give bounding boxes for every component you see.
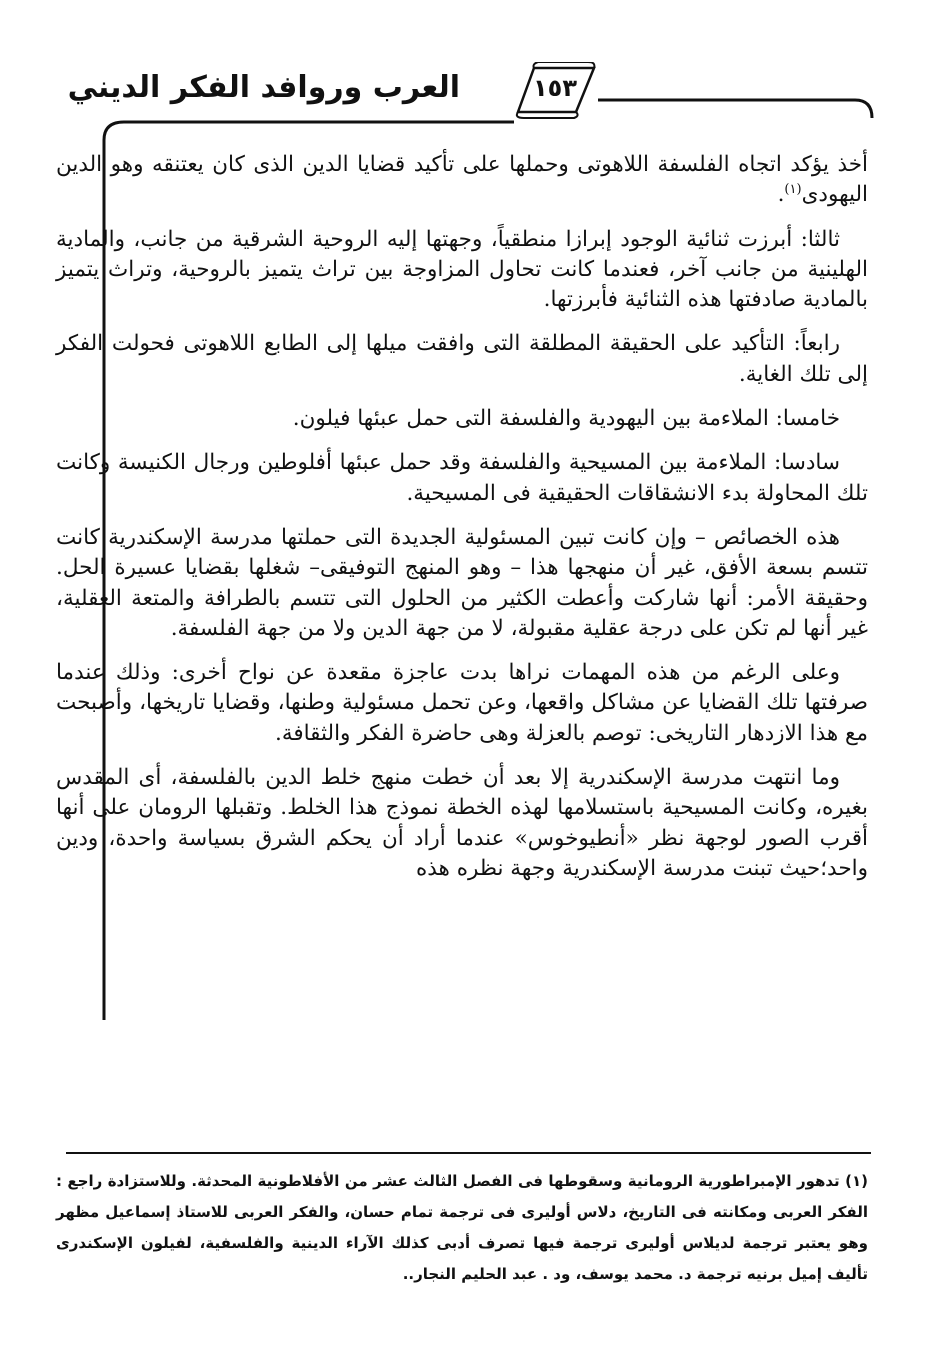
- paragraph: رابعاً: التأكيد على الحقيقة المطلقة التى وافقت ميلها إلى الطابع اللاهوتى فحولت الفكر إلى تلك الغاية.: [56, 331, 868, 387]
- running-title: العرب وروافد الفكر الديني: [67, 70, 460, 105]
- paragraph: سادسا: الملاءمة بين المسيحية والفلسفة وقد حمل عبئها أفلوطين ورجال الكنيسة وكانت تلك المحاولة بدء الانشقاقات الحقيقية فى المسيحية.: [56, 450, 868, 506]
- paragraph-end-mark: .: [777, 182, 785, 208]
- paragraph: خامسا: الملاءمة بين اليهودية والفلسفة التى حمل عبئها فيلون.: [292, 406, 840, 432]
- paragraph: ثالثا: أبرزت ثنائية الوجود إبرازا منطقياً، وجهتها إليه الروحية الشرقية من جانب، والمادية الهلينية من جانب آخر، فعندما كانت تحاول المزاوجة بين تراث يتميز بالروحية، وتراث يتميز بالمادية صادفتها هذه الثنائية فأبرزتها.: [56, 226, 868, 313]
- footnote-text: (١) تدهور الإمبراطورية الرومانية وسقوطها فى الفصل الثالث عشر من الأفلاطونية المحدثة. وللاستزادة راجع : الفكر العربى ومكانته فى التاريخ، دلاس أوليرى فى ترجمة تمام حسان، والفكر العربى للاستاذ إسماعيل مظهر وهو يعتبر ترجمة لديلاس أوليرى ترجمة فيها تصرف أدبى كذلك الآراء الدينية والفلسفية، لفيلون الإسكندرى تأليف إميل برنيه ترجمة د. محمد يوسف، ود . عبد الحليم النجار..: [56, 1172, 868, 1283]
- footnotes: [56, 1166, 868, 1290]
- paragraph: [56, 150, 868, 211]
- paragraph-text: أخذ يؤكد اتجاه الفلسفة اللاهوتى وحملها على تأكيد قضايا الدين الذى كان يعتنقه وهو الدين اليهودى: [56, 152, 868, 208]
- paragraph: هذه الخصائص – وإن كانت تبين المسئولية الجديدة التى حملتها مدرسة الإسكندرية كانت تتسم بسعة الأفق، غير أن منهجها هذا – وهو المنهج التوفيقى– شغلها بقضايا عسيرة الحل. وحقيقة الأمر: أنها شاركت وأعطت الكثير من الحلول التى تتسم بالطرافة والمتعة العقلية، غير أنها لم تكن على درجة عقلية مقبولة، لا من جهة الدين ولا من جهة الفلسفة.: [56, 524, 868, 641]
- paragraph: وعلى الرغم من هذه المهمات نراها بدت عاجزة مقعدة عن نواح أخرى: وذلك عندما صرفتها تلك القضايا عن مشاكل واقعها، وعن تحمل مسئولية وطنها، وقضايا تاريخها، وأصبحت مع هذا الازدهار التاريخى: توصم بالعزلة وهى حاضرة الفكر والثقافة.: [56, 660, 868, 746]
- footnote-reference: (١): [784, 182, 802, 198]
- page-number-scroll: [514, 62, 596, 120]
- page-number: ١٥٣: [533, 74, 577, 102]
- footnote-divider: [66, 1152, 871, 1154]
- body-text: [56, 150, 868, 898]
- paragraph: وما انتهت مدرسة الإسكندرية إلا بعد أن خطت منهج خلط الدين بالفلسفة، أى المقدس بغيره، وكانت المسيحية باستسلامها لهذه الخطة نموذج هذا الخلط. وتقبلها الرومان على أنها أقرب الصور لوجهة نظر «أنطيوخوس» عندما أراد أن يحكم الشرق بسياسة واحدة، ودين واحد؛حيث تبنت مدرسة الإسكندرية وجهة نظره هذه: [56, 765, 868, 881]
